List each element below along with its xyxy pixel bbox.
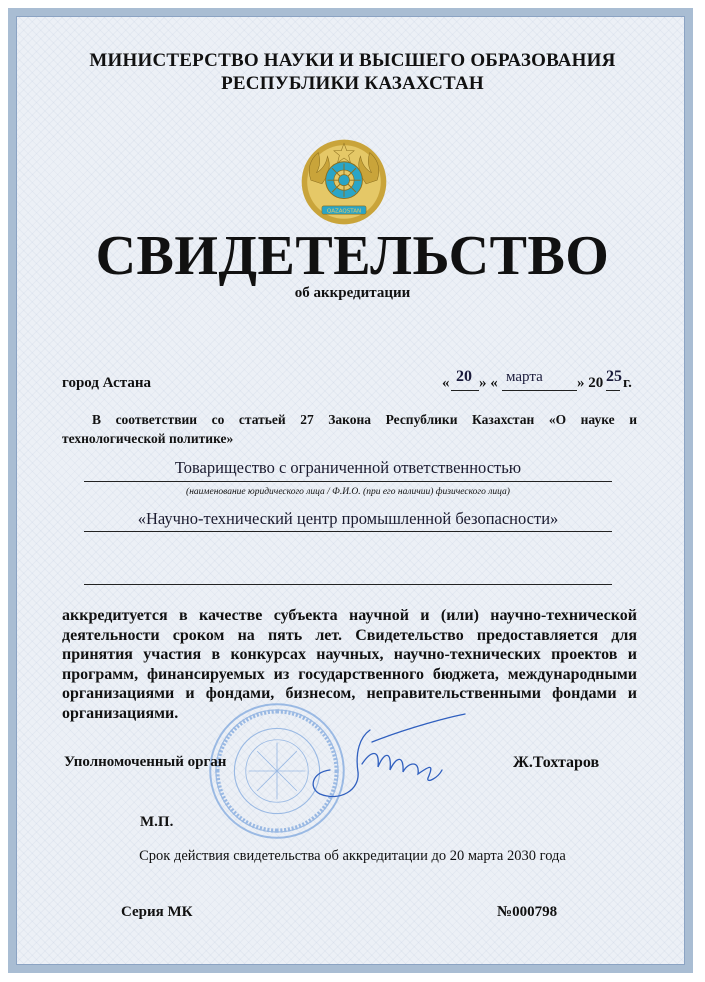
authority-label: Уполномоченный орган: [64, 754, 227, 770]
entity-name-line: [84, 531, 612, 532]
date-day: 20: [456, 368, 472, 385]
legal-basis-line1: В соответствии со статьей 27 Закона Республики Казахстан «О науке и: [92, 412, 637, 427]
entity-caption: (наименование юридического лица / Ф.И.О. (при его наличии) физического лица): [186, 487, 510, 497]
date-year-label: г.: [623, 375, 632, 391]
date-year: 25: [606, 368, 622, 385]
document-subtitle: об аккредитации: [294, 285, 411, 301]
document-title: СВИДЕТЕЛЬСТВО: [95, 225, 610, 287]
date-month: марта: [506, 369, 543, 385]
entity-name: «Научно-технический центр промышленной безопасности»: [137, 509, 559, 528]
issue-place: город Астана: [62, 375, 151, 391]
legal-basis-line2: технологической политике»: [62, 431, 234, 446]
state-emblem-icon: [298, 136, 390, 228]
date-open-quote: «: [442, 375, 450, 391]
ministry-name-line2: РЕСПУБЛИКИ КАЗАХСТАН: [221, 73, 484, 94]
date-mid-quotes: » «: [479, 375, 498, 391]
ministry-name-line1: МИНИСТЕРСТВО НАУКИ И ВЫСШЕГО ОБРАЗОВАНИЯ: [89, 50, 616, 71]
blank-line: [84, 584, 612, 585]
certificate-number: №000798: [497, 904, 558, 920]
certificate-series: Серия МК: [121, 904, 193, 920]
date-century: » 20: [577, 375, 604, 391]
entity-type: Товарищество с ограниченной ответственностью: [174, 458, 522, 477]
entity-type-line: [84, 481, 612, 482]
signer-name: Ж.Тохтаров: [513, 754, 600, 771]
signature-icon: [300, 712, 470, 812]
accreditation-text: аккредитуется в качестве субъекта научной и (или) научно-технической деятельности сроком на пять лет. Свидетельство предоставляется для принятия участия в конкурсах научных, научно-технических проектов и программ, финансируемых из государственного бюджета, международными организациями и фондами, бизнесом, неправительственными фондами и организациями.: [62, 607, 637, 722]
seal-place-label: М.П.: [140, 814, 174, 830]
validity-period: Срок действия свидетельства об аккредитации до 20 марта 2030 года: [139, 848, 566, 864]
legal-basis: [62, 410, 637, 448]
svg-text:QAZAQSTAN: QAZAQSTAN: [326, 208, 362, 215]
